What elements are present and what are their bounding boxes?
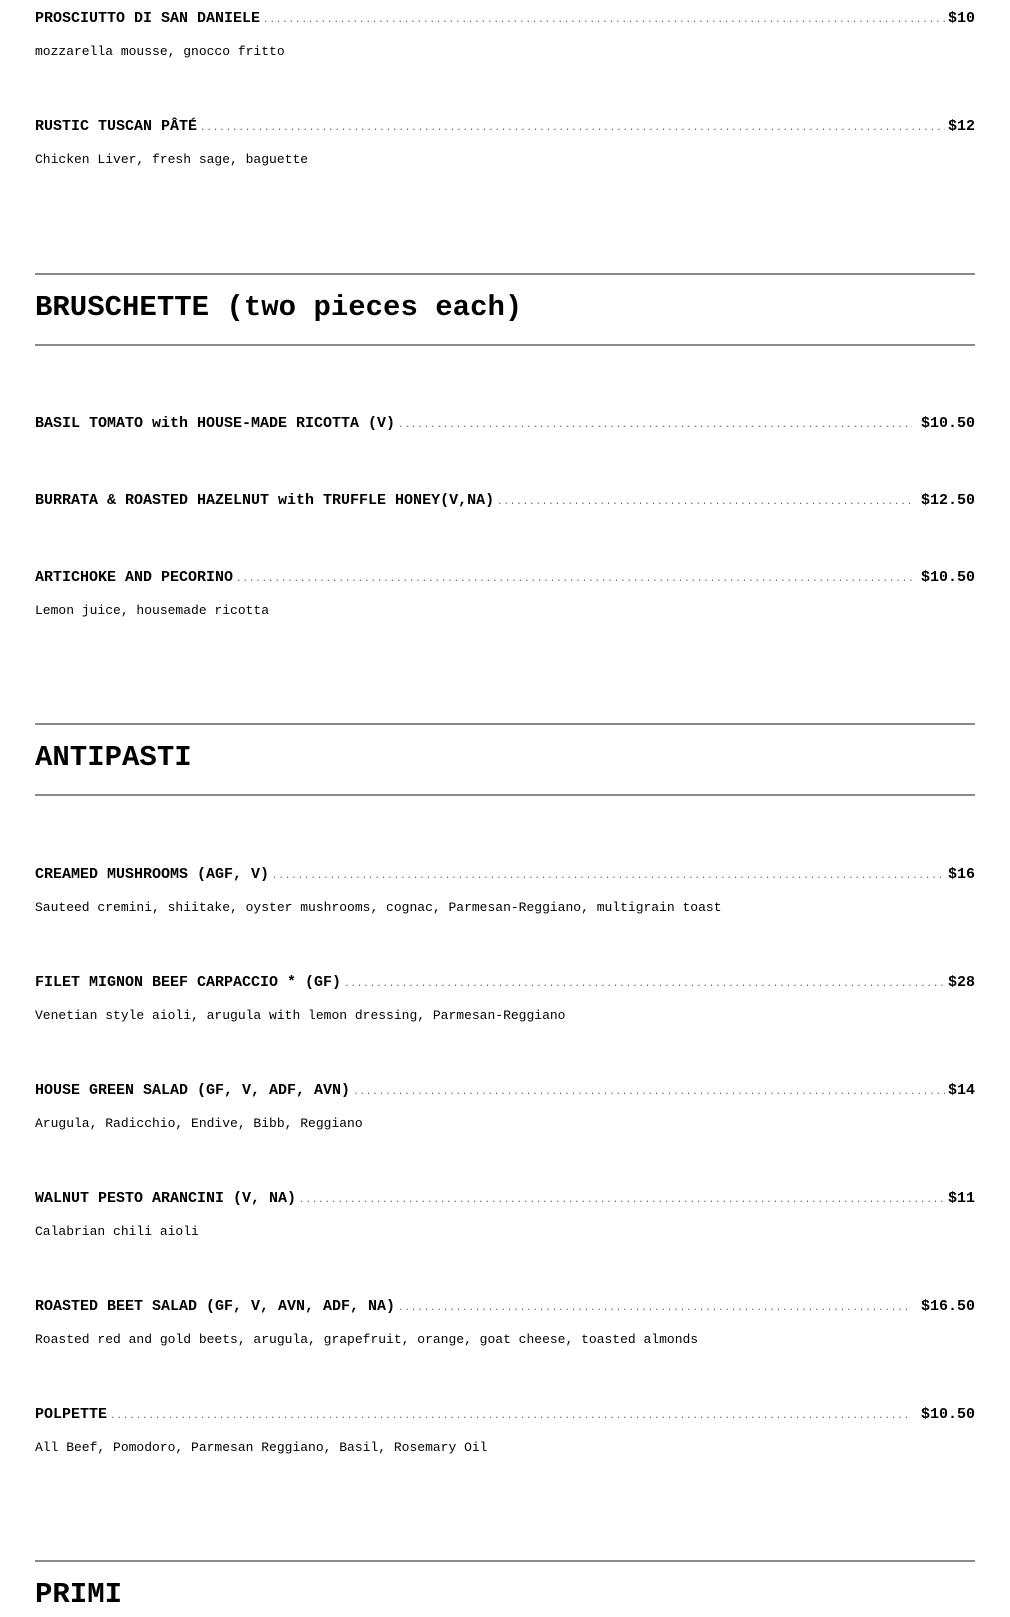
menu-item-creamed-mushrooms <box>35 866 975 915</box>
item-price: $10 <box>947 10 975 27</box>
item-price: $10.50 <box>920 415 975 432</box>
leader-dots <box>263 15 945 25</box>
item-price: $16.50 <box>920 1298 975 1315</box>
item-name: BURRATA & ROASTED HAZELNUT with TRUFFLE HONEY(V,NA) <box>35 492 495 509</box>
menu-item-artichoke <box>35 569 975 618</box>
item-name: WALNUT PESTO ARANCINI (V, NA) <box>35 1190 297 1207</box>
item-name: HOUSE GREEN SALAD (GF, V, ADF, AVN) <box>35 1082 351 1099</box>
item-description: Arugula, Radicchio, Endive, Bibb, Reggiano <box>35 1116 363 1131</box>
leader-dots <box>398 420 912 430</box>
menu-item-house-green-salad <box>35 1082 975 1131</box>
section-title-primi: PRIMI <box>35 1578 123 1611</box>
menu-item-arancini <box>35 1190 975 1239</box>
menu-item-basil-tomato <box>35 415 975 437</box>
section-divider <box>35 344 975 346</box>
item-description: Sauteed cremini, shiitake, oyster mushrooms, cognac, Parmesan-Reggiano, multigrain toast <box>35 900 722 915</box>
section-divider <box>35 794 975 796</box>
item-price: $12.50 <box>920 492 975 509</box>
item-name: ARTICHOKE AND PECORINO <box>35 569 234 586</box>
item-name: POLPETTE <box>35 1406 108 1423</box>
section-divider <box>35 273 975 275</box>
item-description: All Beef, Pomodoro, Parmesan Reggiano, Basil, Rosemary Oil <box>35 1440 488 1455</box>
item-price: $10.50 <box>920 1406 975 1423</box>
item-name: FILET MIGNON BEEF CARPACCIO * (GF) <box>35 974 342 991</box>
leader-dots <box>110 1411 912 1421</box>
item-description: Chicken Liver, fresh sage, baguette <box>35 152 309 167</box>
item-name: CREAMED MUSHROOMS (AGF, V) <box>35 866 270 883</box>
leader-dots <box>200 123 945 133</box>
item-price: $14 <box>947 1082 975 1099</box>
menu-item-tuscan-pate <box>35 118 975 167</box>
item-price: $11 <box>947 1190 975 1207</box>
leader-dots <box>344 979 945 989</box>
item-price: $12 <box>947 118 975 135</box>
item-description: Venetian style aioli, arugula with lemon dressing, Parmesan-Reggiano <box>35 1008 566 1023</box>
item-description: Roasted red and gold beets, arugula, grapefruit, orange, goat cheese, toasted almonds <box>35 1332 699 1347</box>
item-price: $28 <box>947 974 975 991</box>
menu-item-burrata <box>35 492 975 514</box>
item-description: mozzarella mousse, gnocco fritto <box>35 44 285 59</box>
menu-item-beet-salad <box>35 1298 975 1347</box>
item-name: PROSCIUTTO DI SAN DANIELE <box>35 10 261 27</box>
item-price: $10.50 <box>920 569 975 586</box>
leader-dots <box>497 497 912 507</box>
item-name: ROASTED BEET SALAD (GF, V, AVN, ADF, NA) <box>35 1298 396 1315</box>
item-name: RUSTIC TUSCAN PÂTÉ <box>35 118 198 135</box>
item-name: BASIL TOMATO with HOUSE-MADE RICOTTA (V) <box>35 415 396 432</box>
section-divider <box>35 723 975 725</box>
menu-item-prosciutto <box>35 10 975 59</box>
section-divider <box>35 1560 975 1562</box>
item-price: $16 <box>947 866 975 883</box>
menu-item-polpette <box>35 1406 975 1455</box>
section-title-bruschette: BRUSCHETTE (two pieces each) <box>35 291 523 324</box>
section-title-antipasti: ANTIPASTI <box>35 741 192 774</box>
menu-item-carpaccio <box>35 974 975 1023</box>
leader-dots <box>236 574 912 584</box>
leader-dots <box>299 1195 945 1205</box>
item-description: Lemon juice, housemade ricotta <box>35 603 270 618</box>
leader-dots <box>353 1087 945 1097</box>
leader-dots <box>398 1303 912 1313</box>
item-description: Calabrian chili aioli <box>35 1224 199 1239</box>
leader-dots <box>272 871 945 881</box>
